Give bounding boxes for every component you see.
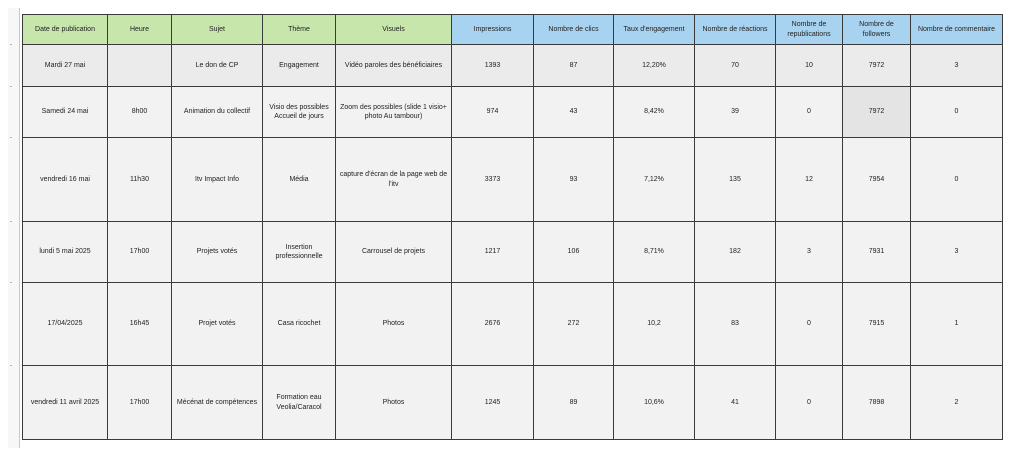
cell-republications[interactable]: 12: [776, 138, 843, 222]
cell-impressions[interactable]: 1393: [452, 45, 534, 87]
row-tick: [10, 221, 12, 222]
table-row: [23, 222, 1003, 283]
cell-clics[interactable]: 89: [534, 366, 614, 440]
cell-reactions[interactable]: 39: [695, 87, 776, 138]
header-taux[interactable]: Taux d'engagement: [614, 15, 695, 45]
cell-followers[interactable]: 7972: [843, 45, 911, 87]
cell-commentaires[interactable]: 0: [911, 138, 1003, 222]
cell-impressions[interactable]: 3373: [452, 138, 534, 222]
cell-heure[interactable]: 16h45: [108, 283, 172, 366]
cell-clics[interactable]: 93: [534, 138, 614, 222]
cell-republications[interactable]: 0: [776, 87, 843, 138]
cell-sujet[interactable]: Mécénat de compétences: [172, 366, 263, 440]
header-reactions[interactable]: Nombre de réactions: [695, 15, 776, 45]
header-sujet[interactable]: Sujet: [172, 15, 263, 45]
cell-followers[interactable]: 7898: [843, 366, 911, 440]
cell-commentaires[interactable]: 2: [911, 366, 1003, 440]
cell-heure[interactable]: 17h00: [108, 222, 172, 283]
cell-reactions[interactable]: 182: [695, 222, 776, 283]
cell-taux[interactable]: 7,12%: [614, 138, 695, 222]
cell-theme[interactable]: Insertion professionnelle: [263, 222, 336, 283]
cell-theme[interactable]: Casa ricochet: [263, 283, 336, 366]
cell-theme[interactable]: Engagement: [263, 45, 336, 87]
cell-clics[interactable]: 43: [534, 87, 614, 138]
row-tick: [10, 86, 12, 87]
header-clics[interactable]: Nombre de clics: [534, 15, 614, 45]
header-heure[interactable]: Heure: [108, 15, 172, 45]
cell-taux[interactable]: 10,2: [614, 283, 695, 366]
cell-commentaires[interactable]: 3: [911, 45, 1003, 87]
cell-theme[interactable]: Visio des possibles Accueil de jours: [263, 87, 336, 138]
cell-date[interactable]: vendredi 16 mai: [23, 138, 108, 222]
row-tick: [10, 44, 12, 45]
cell-clics[interactable]: 106: [534, 222, 614, 283]
header-impressions[interactable]: Impressions: [452, 15, 534, 45]
cell-theme[interactable]: Média: [263, 138, 336, 222]
cell-visuels[interactable]: Photos: [336, 366, 452, 440]
cell-visuels[interactable]: capture d'écran de la page web de l'itv: [336, 138, 452, 222]
cell-followers[interactable]: 7954: [843, 138, 911, 222]
cell-date[interactable]: Mardi 27 mai: [23, 45, 108, 87]
cell-heure[interactable]: 8h00: [108, 87, 172, 138]
row-tick: [10, 137, 12, 138]
cell-commentaires[interactable]: 1: [911, 283, 1003, 366]
cell-republications[interactable]: 3: [776, 222, 843, 283]
row-tick: [10, 365, 12, 366]
cell-sujet[interactable]: Projet votés: [172, 283, 263, 366]
header-row: [23, 15, 1003, 45]
cell-taux[interactable]: 12,20%: [614, 45, 695, 87]
row-tick: [10, 282, 12, 283]
cell-sujet[interactable]: Le don de CP: [172, 45, 263, 87]
cell-commentaires[interactable]: 3: [911, 222, 1003, 283]
cell-republications[interactable]: 10: [776, 45, 843, 87]
cell-impressions[interactable]: 974: [452, 87, 534, 138]
header-visuels[interactable]: Visuels: [336, 15, 452, 45]
cell-sujet[interactable]: Itv Impact Info: [172, 138, 263, 222]
table-row: [23, 283, 1003, 366]
cell-impressions[interactable]: 2676: [452, 283, 534, 366]
cell-reactions[interactable]: 70: [695, 45, 776, 87]
cell-heure[interactable]: 11h30: [108, 138, 172, 222]
analytics-table: [22, 14, 1003, 440]
cell-followers[interactable]: 7931: [843, 222, 911, 283]
cell-visuels[interactable]: Carrousel de projets: [336, 222, 452, 283]
cell-date[interactable]: lundi 5 mai 2025: [23, 222, 108, 283]
spreadsheet: [8, 8, 1016, 448]
header-date[interactable]: Date de publication: [23, 15, 108, 45]
cell-impressions[interactable]: 1245: [452, 366, 534, 440]
cell-taux[interactable]: 8,42%: [614, 87, 695, 138]
cell-visuels[interactable]: Photos: [336, 283, 452, 366]
cell-heure[interactable]: 17h00: [108, 366, 172, 440]
cell-republications[interactable]: 0: [776, 283, 843, 366]
cell-taux[interactable]: 8,71%: [614, 222, 695, 283]
cell-reactions[interactable]: 135: [695, 138, 776, 222]
cell-clics[interactable]: 87: [534, 45, 614, 87]
cell-republications[interactable]: 0: [776, 366, 843, 440]
cell-heure[interactable]: [108, 45, 172, 87]
cell-clics[interactable]: 272: [534, 283, 614, 366]
cell-impressions[interactable]: 1217: [452, 222, 534, 283]
cell-taux[interactable]: 10,6%: [614, 366, 695, 440]
table-row: [23, 45, 1003, 87]
cell-sujet[interactable]: Projets votés: [172, 222, 263, 283]
cell-reactions[interactable]: 41: [695, 366, 776, 440]
table-row: [23, 138, 1003, 222]
cell-visuels[interactable]: Vidéo paroles des bénéficiaires: [336, 45, 452, 87]
cell-date[interactable]: Samedi 24 mai: [23, 87, 108, 138]
header-commentaires[interactable]: Nombre de commentaire: [911, 15, 1003, 45]
row-header-column: [8, 8, 20, 448]
cell-commentaires[interactable]: 0: [911, 87, 1003, 138]
header-theme[interactable]: Thème: [263, 15, 336, 45]
table-row: [23, 87, 1003, 138]
cell-reactions[interactable]: 83: [695, 283, 776, 366]
cell-visuels[interactable]: Zoom des possibles (slide 1 visio+ photo Au tambour): [336, 87, 452, 138]
cell-followers[interactable]: 7972: [843, 87, 911, 138]
header-followers[interactable]: Nombre de followers: [843, 15, 911, 45]
cell-theme[interactable]: Formation eau Veolia/Caracol: [263, 366, 336, 440]
cell-sujet[interactable]: Animation du collectif: [172, 87, 263, 138]
cell-date[interactable]: vendredi 11 avril 2025: [23, 366, 108, 440]
table-row: [23, 366, 1003, 440]
header-republications[interactable]: Nombre de republications: [776, 15, 843, 45]
cell-followers[interactable]: 7915: [843, 283, 911, 366]
cell-date[interactable]: 17/04/2025: [23, 283, 108, 366]
